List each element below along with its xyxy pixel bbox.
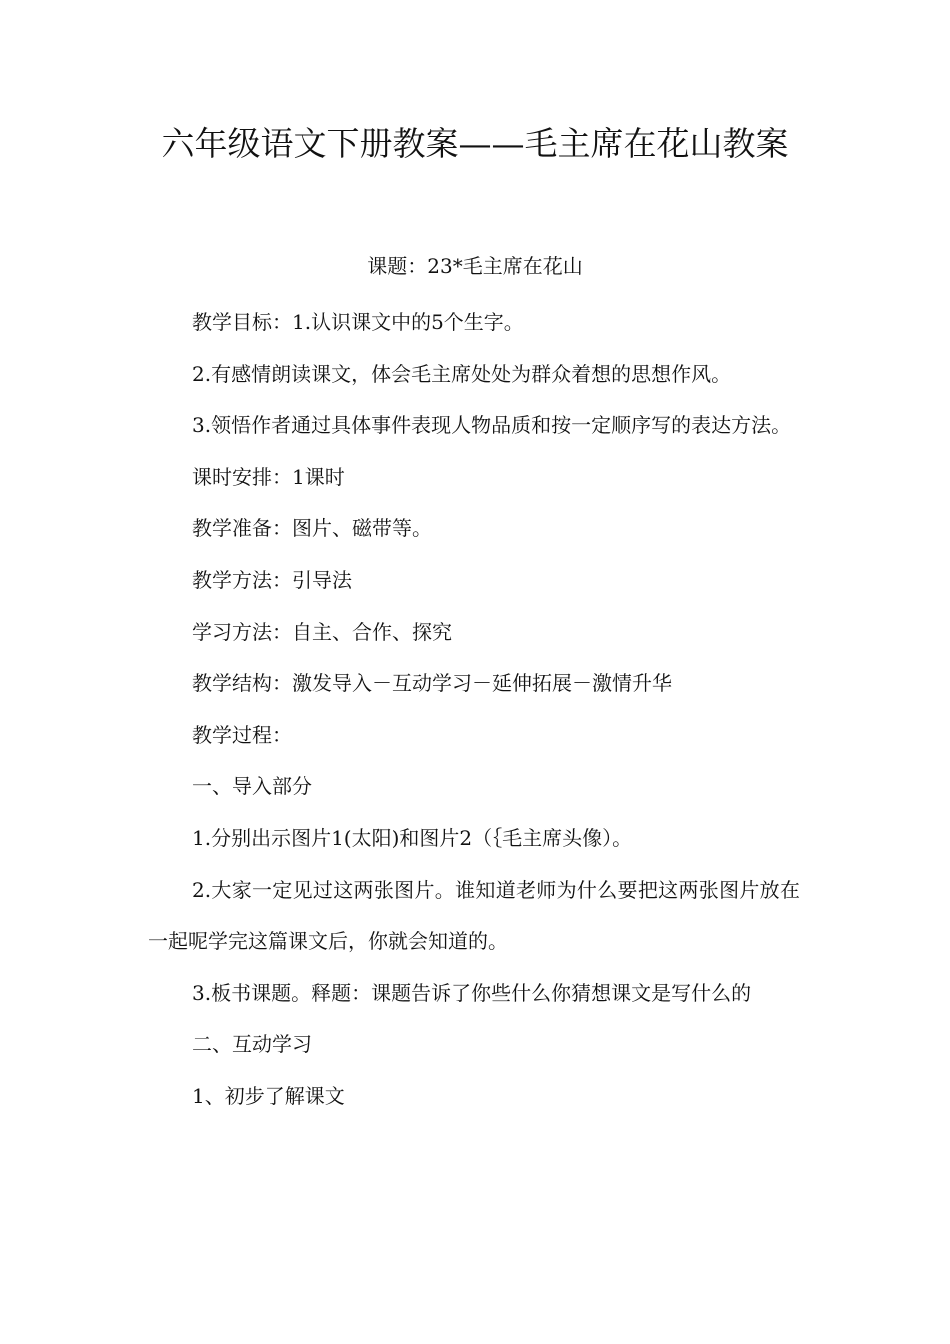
paragraph-intro-3: 3.板书课题。释题：课题告诉了你些什么你猜想课文是写什么的 (192, 980, 752, 1005)
paragraph-interactive-1: 1、初步了解课文 (192, 1083, 345, 1108)
paragraph-goal-3: 3.领悟作者通过具体事件表现人物品质和按一定顺序写的表达方法。 (192, 413, 792, 438)
document-body (148, 297, 800, 1123)
paragraph-teaching-goal: 教学目标：1.认识课文中的5个生字。 (192, 310, 524, 334)
paragraph-schedule: 课时安排：1课时 (192, 464, 345, 489)
document-title: 六年级语文下册教案——毛主席在花山教案 (161, 124, 789, 163)
section-heading-interactive: 二、互动学习 (192, 1032, 312, 1057)
paragraph-structure: 教学结构：激发导入－互动学习－延伸拓展－激情升华 (192, 671, 672, 696)
paragraph-intro-1: 1.分别出示图片1(太阳)和图片2（｛毛主席头像）。 (192, 825, 633, 850)
section-heading-intro: 一、导入部分 (192, 774, 312, 799)
paragraph-process: 教学过程： (192, 722, 292, 747)
paragraph-learning-method: 学习方法：自主、合作、探究 (192, 619, 452, 644)
paragraph-teaching-method: 教学方法：引导法 (192, 567, 352, 592)
lesson-subject: 课题：23*毛主席在花山 (367, 254, 583, 278)
paragraph-intro-2: 2.大家一定见过这两张图片。谁知道老师为什么要把这两张图片放在一起呢学完这篇课文后，你就会知道的。 (148, 877, 800, 954)
paragraph-goal-2: 2.有感情朗读课文，体会毛主席处处为群众着想的思想作风。 (192, 361, 732, 386)
paragraph-preparation: 教学准备：图片、磁带等。 (192, 516, 432, 541)
